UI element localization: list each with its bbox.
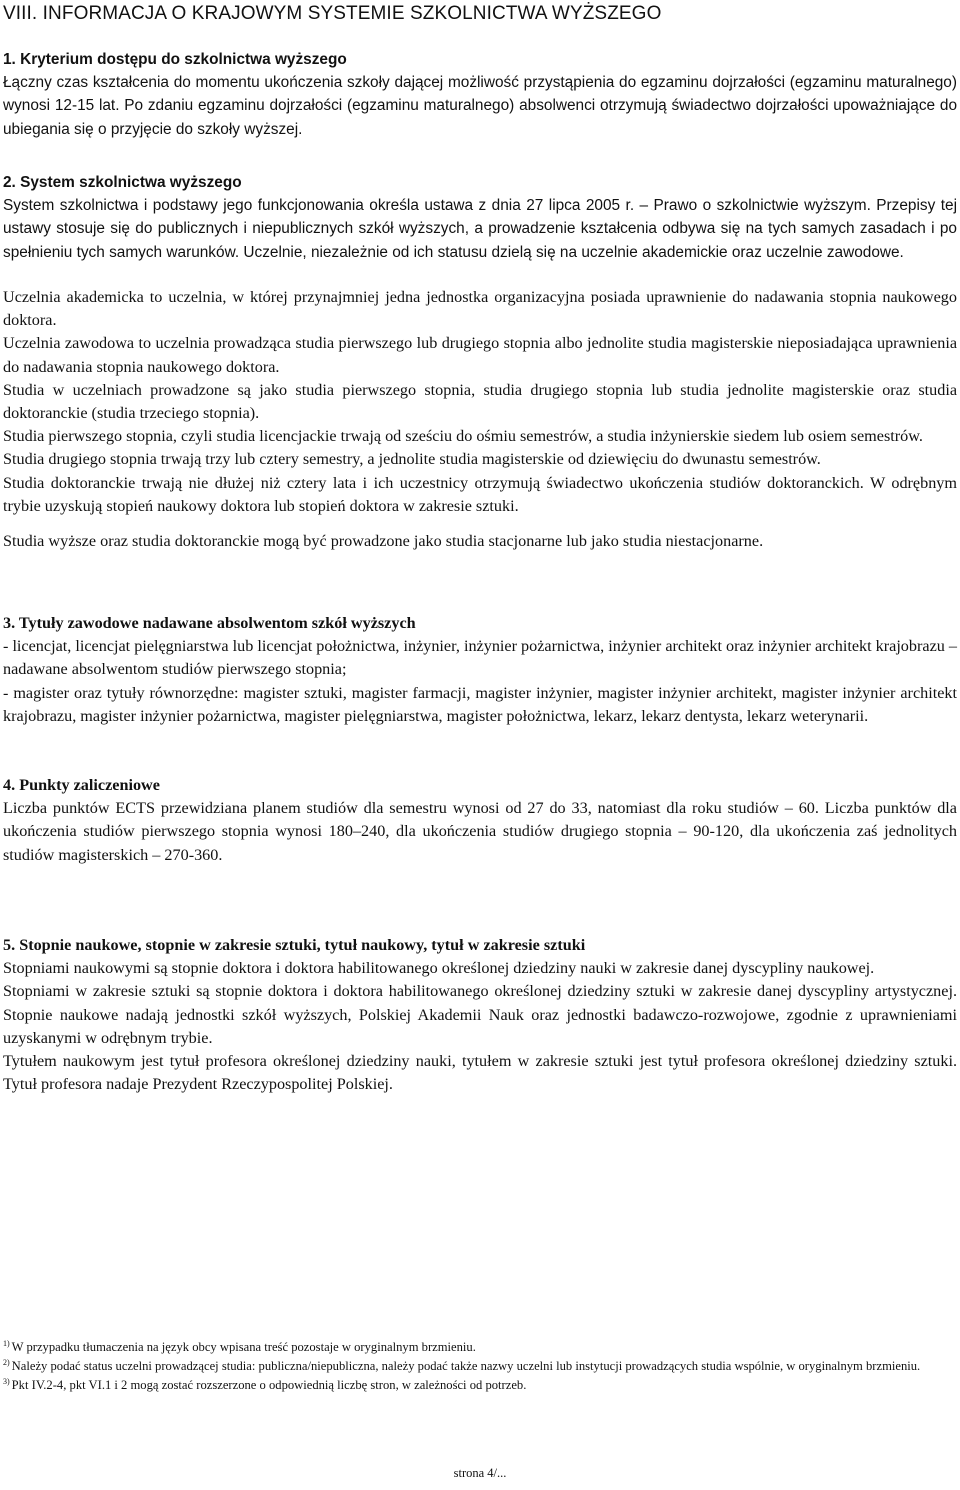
section-paragraph: System szkolnictwa i podstawy jego funkcjonowania określa ustawa z dnia 27 lipca 2005 r. – Prawo o szkolnictwie wyższym. Przepisy tej ustawy stosuje się do publicznych i niepublicznych szkół wyższych, a prowadzenie kształcenia odbywa się na tych samych zasadach i po spełnieniu tych samych warunków. Uczelnie, niezależnie od ich statusu dzielą się na uczelnie akademickie oraz uczelnie zawodowe. [3, 197, 957, 261]
section-paragraph: Łączny czas kształcenia do momentu ukończenia szkoły dającej możliwość przystąpienia do egzaminu dojrzałości (egzaminu maturalnego) wynosi 12-15 lat. Po zdaniu egzaminu dojrzałości (egzaminu maturalnego) absolwenci otrzymują świadectwo dojrzałości upoważniające do ubiegania się o przyjęcie do szkoły wyższej. [3, 74, 957, 138]
document-title: VIII. INFORMACJA O KRAJOWYM SYSTEMIE SZKOLNICTWA WYŻSZEGO [3, 3, 662, 24]
footnote-mark: 1) [3, 1339, 10, 1348]
section-paragraph: - magister oraz tytuły równorzędne: magister sztuki, magister farmacji, magister inżynier, magister inżynier architekt, magister inżynier architekt krajobrazu, magister inżynier pożarnictwa, magister pielęgniarstwa, magister położnictwa, lekarz, lekarz dentysta, lekarz weterynarii. [3, 683, 957, 725]
section-heading: 2. System szkolnictwa wyższego [3, 174, 242, 191]
section-paragraph: Stopniami naukowymi są stopnie doktora i doktora habilitowanego określonej dziedziny nauki w zakresie danej dyscypliny naukowej. [3, 959, 875, 978]
page-number: strona 4/... [453, 1466, 507, 1480]
section-credit-points [3, 774, 957, 867]
footnote-text: Należy podać status uczelni prowadzącej studia: publiczna/niepubliczna, należy podać także nazwy uczelni lub instytucji prowadzących studia wspólnie, w oryginalnym brzmieniu. [11, 1359, 921, 1373]
footnotes [3, 1336, 957, 1393]
section-paragraph: Tytułem naukowym jest tytuł profesora określonej dziedziny nauki, tytułem w zakresie sztuki jest tytuł profesora określonej dziedziny sztuki. Tytuł profesora nadaje Prezydent Rzeczypospolitej Polskiej. [3, 1052, 957, 1094]
section-higher-education-system [3, 171, 957, 264]
section-paragraph: Studia w uczelniach prowadzone są jako studia pierwszego stopnia, studia drugiego stopnia lub studia jednolite magisterskie oraz studia doktoranckie (studia trzeciego stopnia). [3, 380, 957, 423]
section-paragraph: Uczelnia zawodowa to uczelnia prowadząca studia pierwszego lub drugiego stopnia albo jednolite studia magisterskie nieposiadająca uprawnienia do nadawania stopnia naukowego doktora. [3, 334, 957, 376]
section-heading: 3. Tytuły zawodowe nadawane absolwentom szkół wyższych [3, 614, 416, 632]
section-paragraph: Liczba punktów ECTS przewidziana planem studiów dla semestru wynosi od 27 do 33, natomiast dla roku studiów – 60. Liczba punktów dla ukończenia studiów pierwszego stopnia wynosi 180–240, dla ukończenia studiów drugiego stopnia – 90-120, dla ukończenia zaś jednolitych studiów magisterskich – 270-360. [3, 799, 957, 864]
section-heading: 4. Punkty zaliczeniowe [3, 776, 160, 794]
section-access-criteria [3, 48, 957, 141]
section-paragraph: Studia pierwszego stopnia, czyli studia licencjackie trwają od sześciu do ośmiu semestrów, a studia inżynierskie siedem lub osiem semestrów. [3, 427, 923, 446]
section-paragraph: Studia doktoranckie trwają nie dłużej niż cztery lata i ich uczestnicy otrzymują świadectwo ukończenia studiów doktoranckich. W odrębnym trybie uzyskują stopień naukowy doktora lub stopień doktora w zakresie sztuki. [3, 473, 957, 515]
footnote-mark: 2) [3, 1358, 10, 1367]
section-heading: 1. Kryterium dostępu do szkolnictwa wyższego [3, 51, 347, 68]
footnote [3, 1336, 957, 1355]
footnote [3, 1355, 957, 1374]
footnote-text: W przypadku tłumaczenia na język obcy wpisana treść pozostaje w oryginalnym brzmieniu. [11, 1340, 476, 1354]
footnote [3, 1374, 957, 1393]
section-paragraph: Stopniami w zakresie sztuki są stopnie doktora i doktora habilitowanego określonej dziedziny sztuki w zakresie danej dyscypliny artystycznej. Stopnie naukowe nadają jednostki szkół wyższych, Polskiej Akademii Nauk oraz jednostki badawczo-rozwojowe, zgodnie z uprawnieniami uzyskanymi w odrębnym trybie. [3, 982, 957, 1047]
section-higher-education-system-cont [3, 286, 957, 553]
section-professional-titles [3, 612, 957, 728]
section-paragraph: Studia drugiego stopnia trwają trzy lub cztery semestry, a jednolite studia magisterskie od dziewięciu do dwunastu semestrów. [3, 450, 821, 469]
section-heading: 5. Stopnie naukowe, stopnie w zakresie sztuki, tytuł naukowy, tytuł w zakresie sztuki [3, 936, 586, 954]
footnote-mark: 3) [3, 1377, 10, 1386]
section-paragraph: Studia wyższe oraz studia doktoranckie mogą być prowadzone jako studia stacjonarne lub jako studia niestacjonarne. [3, 532, 764, 551]
section-paragraph: Uczelnia akademicka to uczelnia, w której przynajmniej jedna jednostka organizacyjna posiada uprawnienie do nadawania stopnia naukowego doktora. [3, 288, 957, 330]
section-academic-degrees [3, 934, 957, 1096]
section-paragraph: - licencjat, licencjat pielęgniarstwa lub licencjat położnictwa, inżynier, inżynier pożarnictwa, inżynier architekt oraz inżynier architekt krajobrazu – nadawane absolwentom studiów pierwszego stopnia; [3, 637, 957, 679]
footnote-text: Pkt IV.2-4, pkt VI.1 i 2 mogą zostać rozszerzone o odpowiednią liczbę stron, w zależności od potrzeb. [11, 1378, 527, 1392]
